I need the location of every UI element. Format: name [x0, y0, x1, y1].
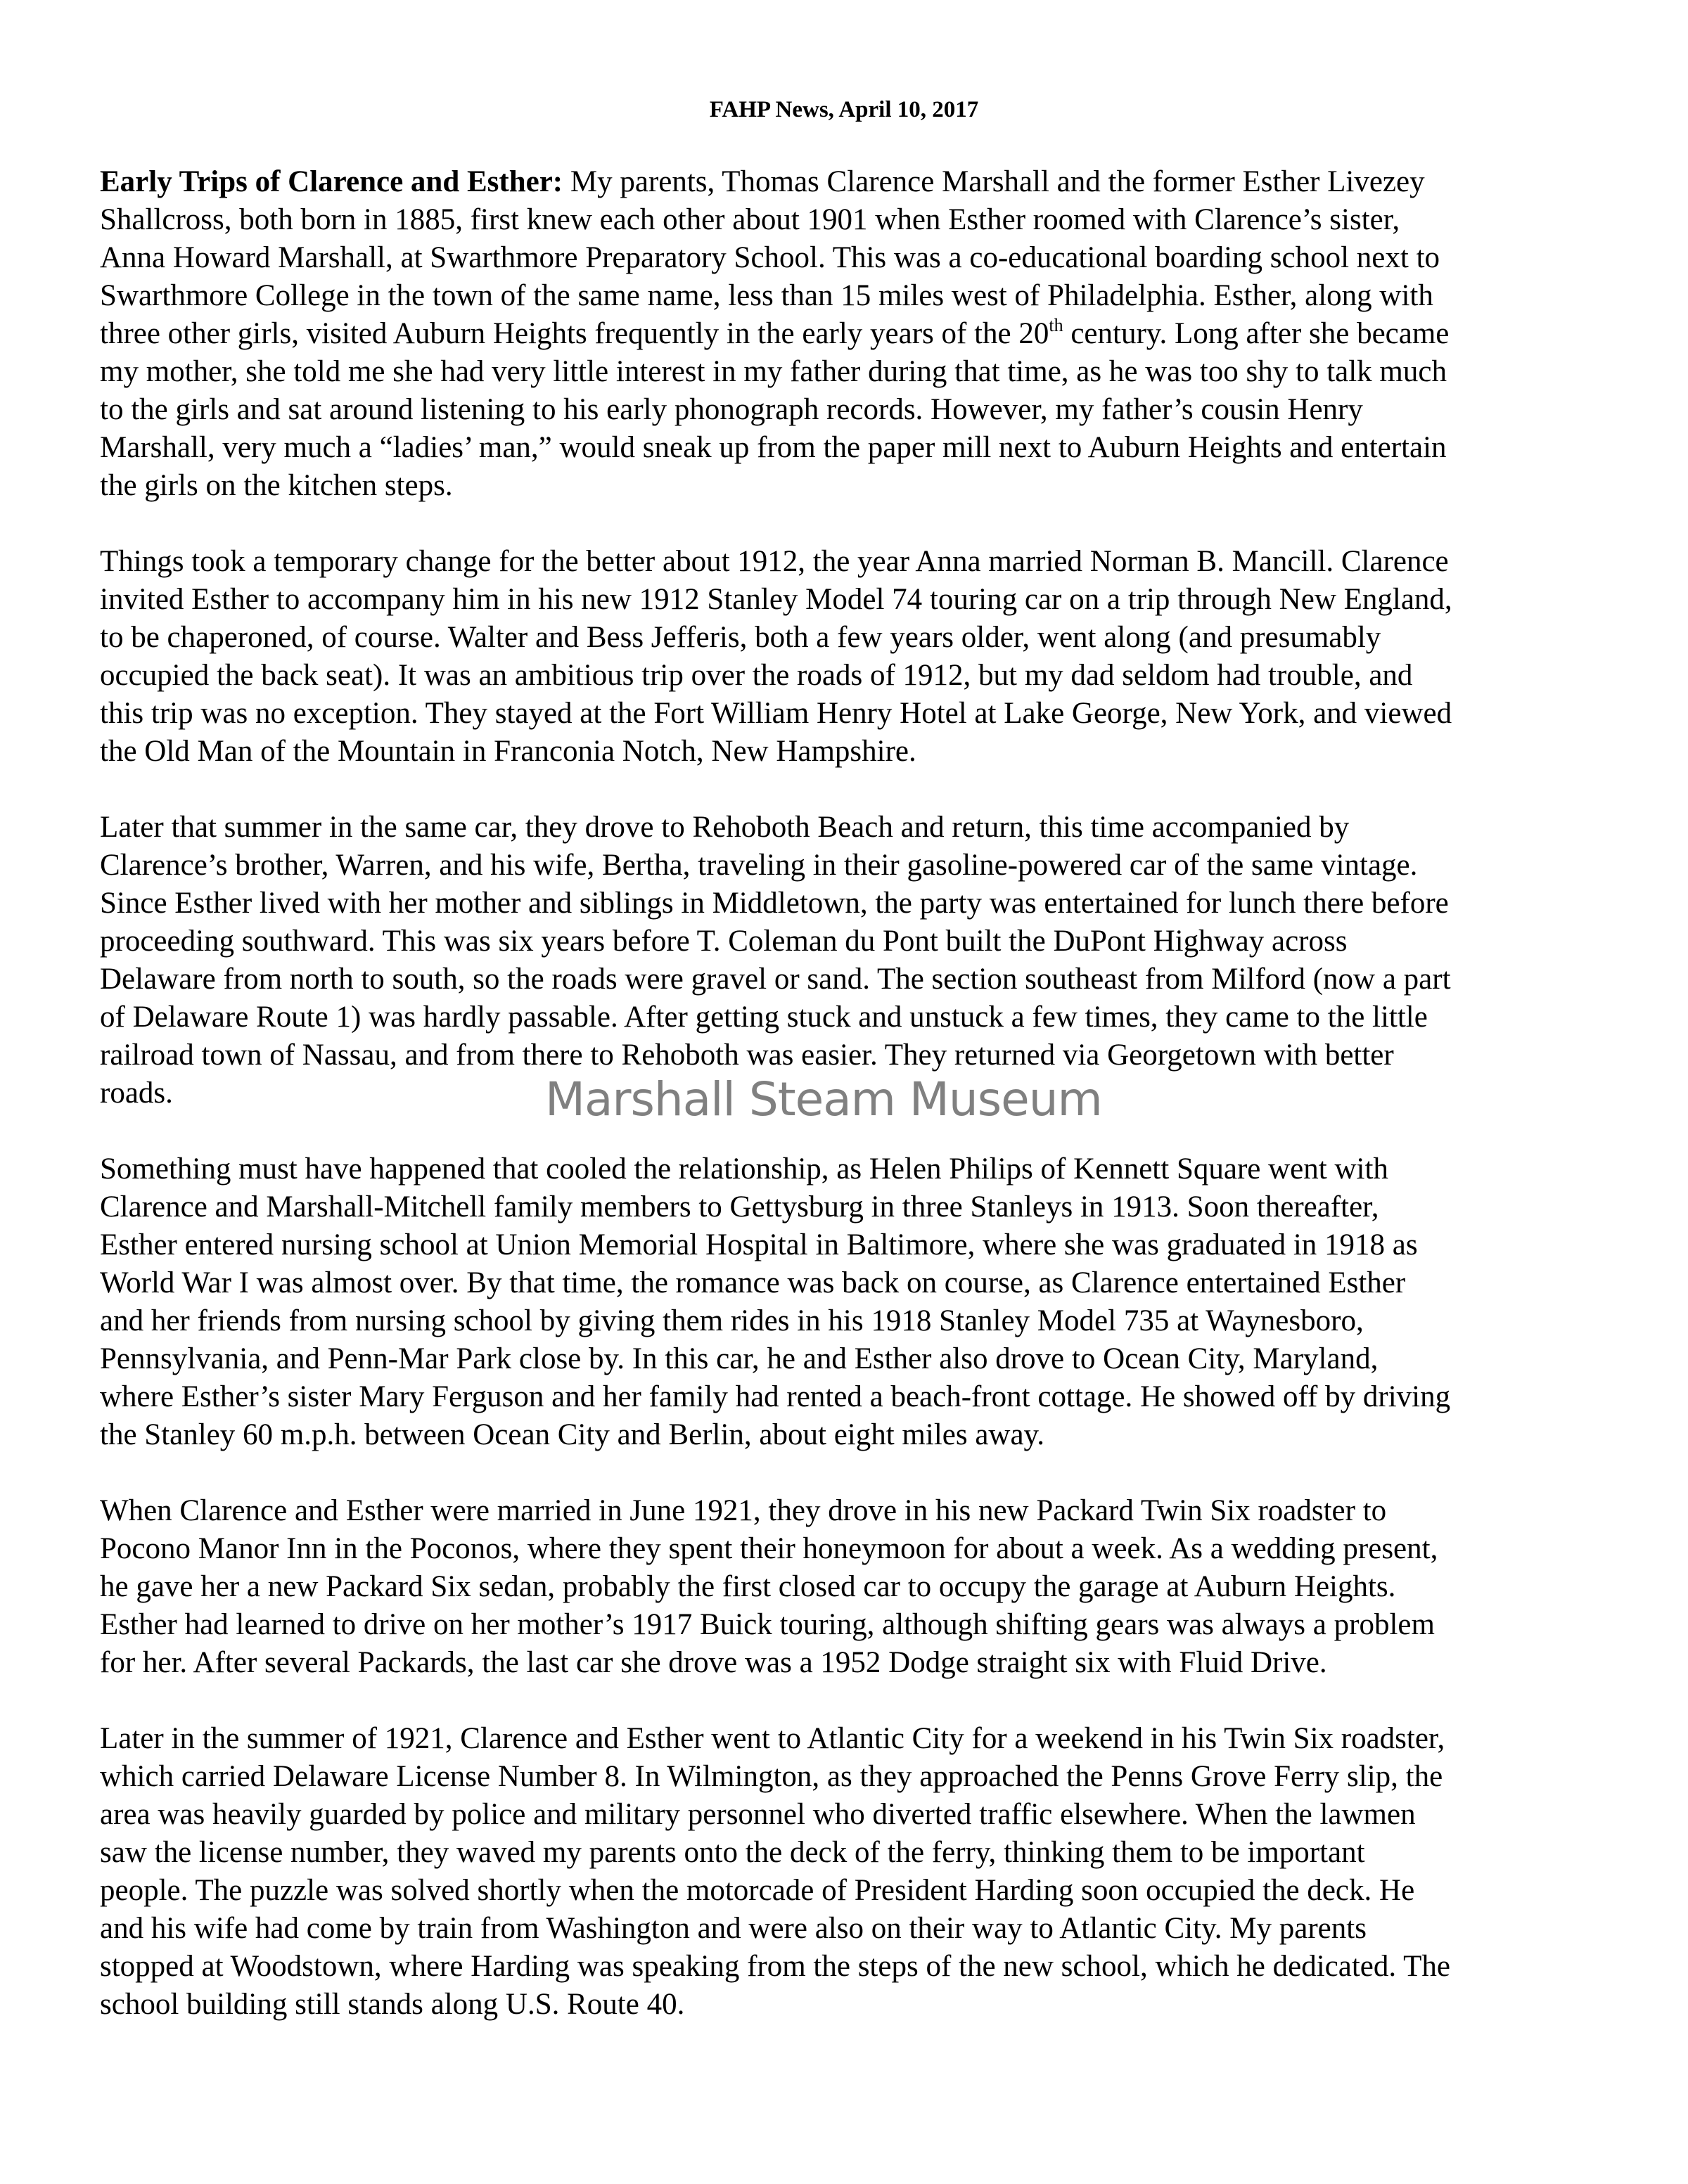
text-line: invited Esther to accompany him in his new 1912 Stanley Model 74 touring car on a trip through New England, [100, 583, 1452, 616]
text-line: Later that summer in the same car, they drove to Rehoboth Beach and return, this time accompanied by [100, 811, 1350, 844]
text-line: proceeding southward. This was six years before T. Coleman du Pont built the DuPont Highway across [100, 925, 1348, 958]
text-line: Pocono Manor Inn in the Poconos, where they spent their honeymoon for about a week. As a wedding present, [100, 1532, 1438, 1565]
paragraph-6 [100, 1720, 1612, 2024]
text-line: of Delaware Route 1) was hardly passable. After getting stuck and unstuck a few times, they came to the little [100, 1001, 1428, 1034]
text-line: my mother, she told me she had very little interest in my father during that time, as he was too shy to talk much [100, 355, 1447, 388]
text-line: Clarence and Marshall-Mitchell family members to Gettysburg in three Stanleys in 1913. Soon thereafter, [100, 1190, 1379, 1223]
text-line: and her friends from nursing school by giving them rides in his 1918 Stanley Model 735 at Waynesboro, [100, 1304, 1364, 1337]
text-line: Something must have happened that cooled the relationship, as Helen Philips of Kennett Square went with [100, 1152, 1388, 1186]
ordinal-superscript: th [1049, 314, 1063, 335]
text-line: three other girls, visited Auburn Heights frequently in the early years of the 20th century. Long after she became [100, 314, 1450, 350]
text-line: to be chaperoned, of course. Walter and Bess Jefferis, both a few years older, went along (and presumably [100, 621, 1381, 654]
text-line: school building still stands along U.S. Route 40. [100, 1988, 685, 2021]
text-line: which carried Delaware License Number 8. In Wilmington, as they approached the Penns Grove Ferry slip, the [100, 1760, 1443, 1793]
paragraph-1 [100, 163, 1612, 505]
text-line: roads. [100, 1077, 173, 1110]
text-line: Things took a temporary change for the better about 1912, the year Anna married Norman B. Mancill. Clarence [100, 545, 1449, 578]
text-line: Later in the summer of 1921, Clarence and Esther went to Atlantic City for a weekend in his Twin Six roadster, [100, 1722, 1445, 1755]
text-line: he gave her a new Packard Six sedan, probably the first closed car to occupy the garage at Auburn Heights. [100, 1570, 1396, 1603]
text-line: people. The puzzle was solved shortly when the motorcade of President Harding soon occupied the deck. He [100, 1874, 1415, 1907]
text-line: Since Esther lived with her mother and siblings in Middletown, the party was entertained for lunch there before [100, 887, 1449, 920]
text-line: Anna Howard Marshall, at Swarthmore Preparatory School. This was a co-educational boarding school next to [100, 241, 1440, 274]
text-line: the Stanley 60 m.p.h. between Ocean City and Berlin, about eight miles away. [100, 1418, 1045, 1451]
text-line: Esther had learned to drive on her mother’s 1917 Buick touring, although shifting gears was always a problem [100, 1608, 1435, 1641]
text-line: Delaware from north to south, so the roads were gravel or sand. The section southeast from Milford (now a part [100, 963, 1451, 996]
text-line: for her. After several Packards, the last car she drove was a 1952 Dodge straight six with Fluid Drive. [100, 1646, 1327, 1679]
text-line: Marshall, very much a “ladies’ man,” would sneak up from the paper mill next to Auburn Heights and entertain [100, 431, 1447, 464]
text-line: the girls on the kitchen steps. [100, 469, 453, 502]
paragraph-5 [100, 1492, 1612, 1682]
text-line: World War I was almost over. By that time, the romance was back on course, as Clarence entertained Esther [100, 1266, 1406, 1299]
text-line: stopped at Woodstown, where Harding was speaking from the steps of the new school, which he dedicated. The [100, 1950, 1450, 1983]
text-line: Early Trips of Clarence and Esther: My parents, Thomas Clarence Marshall and the former Esther Livezey [100, 165, 1425, 198]
text-line: Swarthmore College in the town of the same name, less than 15 miles west of Philadelphia. Esther, along with [100, 279, 1433, 312]
text-line: occupied the back seat). It was an ambitious trip over the roads of 1912, but my dad seldom had trouble, and [100, 659, 1413, 692]
text-line: the Old Man of the Mountain in Franconia Notch, New Hampshire. [100, 735, 916, 768]
text-line: Esther entered nursing school at Union Memorial Hospital in Baltimore, where she was graduated in 1918 as [100, 1228, 1418, 1261]
museum-watermark: Marshall Steam Museum [545, 1072, 1102, 1126]
text-line: where Esther’s sister Mary Ferguson and her family had rented a beach-front cottage. He showed off by driving [100, 1380, 1451, 1413]
text-line: this trip was no exception. They stayed at the Fort William Henry Hotel at Lake George, New York, and viewed [100, 697, 1452, 730]
text-line: saw the license number, they waved my parents onto the deck of the ferry, thinking them to be important [100, 1836, 1365, 1869]
paragraph-4 [100, 1150, 1612, 1454]
newsletter-title: FAHP News, April 10, 2017 [709, 97, 979, 122]
text-line: When Clarence and Esther were married in June 1921, they drove in his new Packard Twin Six roadster to [100, 1494, 1387, 1527]
text-line: railroad town of Nassau, and from there to Rehoboth was easier. They returned via Georgetown with better [100, 1039, 1394, 1072]
text-line: area was heavily guarded by police and military personnel who diverted traffic elsewhere. When the lawmen [100, 1798, 1416, 1831]
paragraph-2 [100, 543, 1612, 771]
text-line: Shallcross, both born in 1885, first knew each other about 1901 when Esther roomed with Clarence’s sister, [100, 203, 1400, 236]
text-line: and his wife had come by train from Washington and were also on their way to Atlantic City. My parents [100, 1912, 1367, 1945]
text-line: Pennsylvania, and Penn-Mar Park close by. In this car, he and Esther also drove to Ocean City, Maryland, [100, 1342, 1379, 1375]
text-line: to the girls and sat around listening to his early phonograph records. However, my father’s cousin Henry [100, 393, 1363, 426]
article-headline: Early Trips of Clarence and Esther: [100, 165, 563, 198]
paragraph-3 [100, 809, 1612, 1112]
text-line: Clarence’s brother, Warren, and his wife, Bertha, traveling in their gasoline-powered car of the same vintage. [100, 849, 1418, 882]
